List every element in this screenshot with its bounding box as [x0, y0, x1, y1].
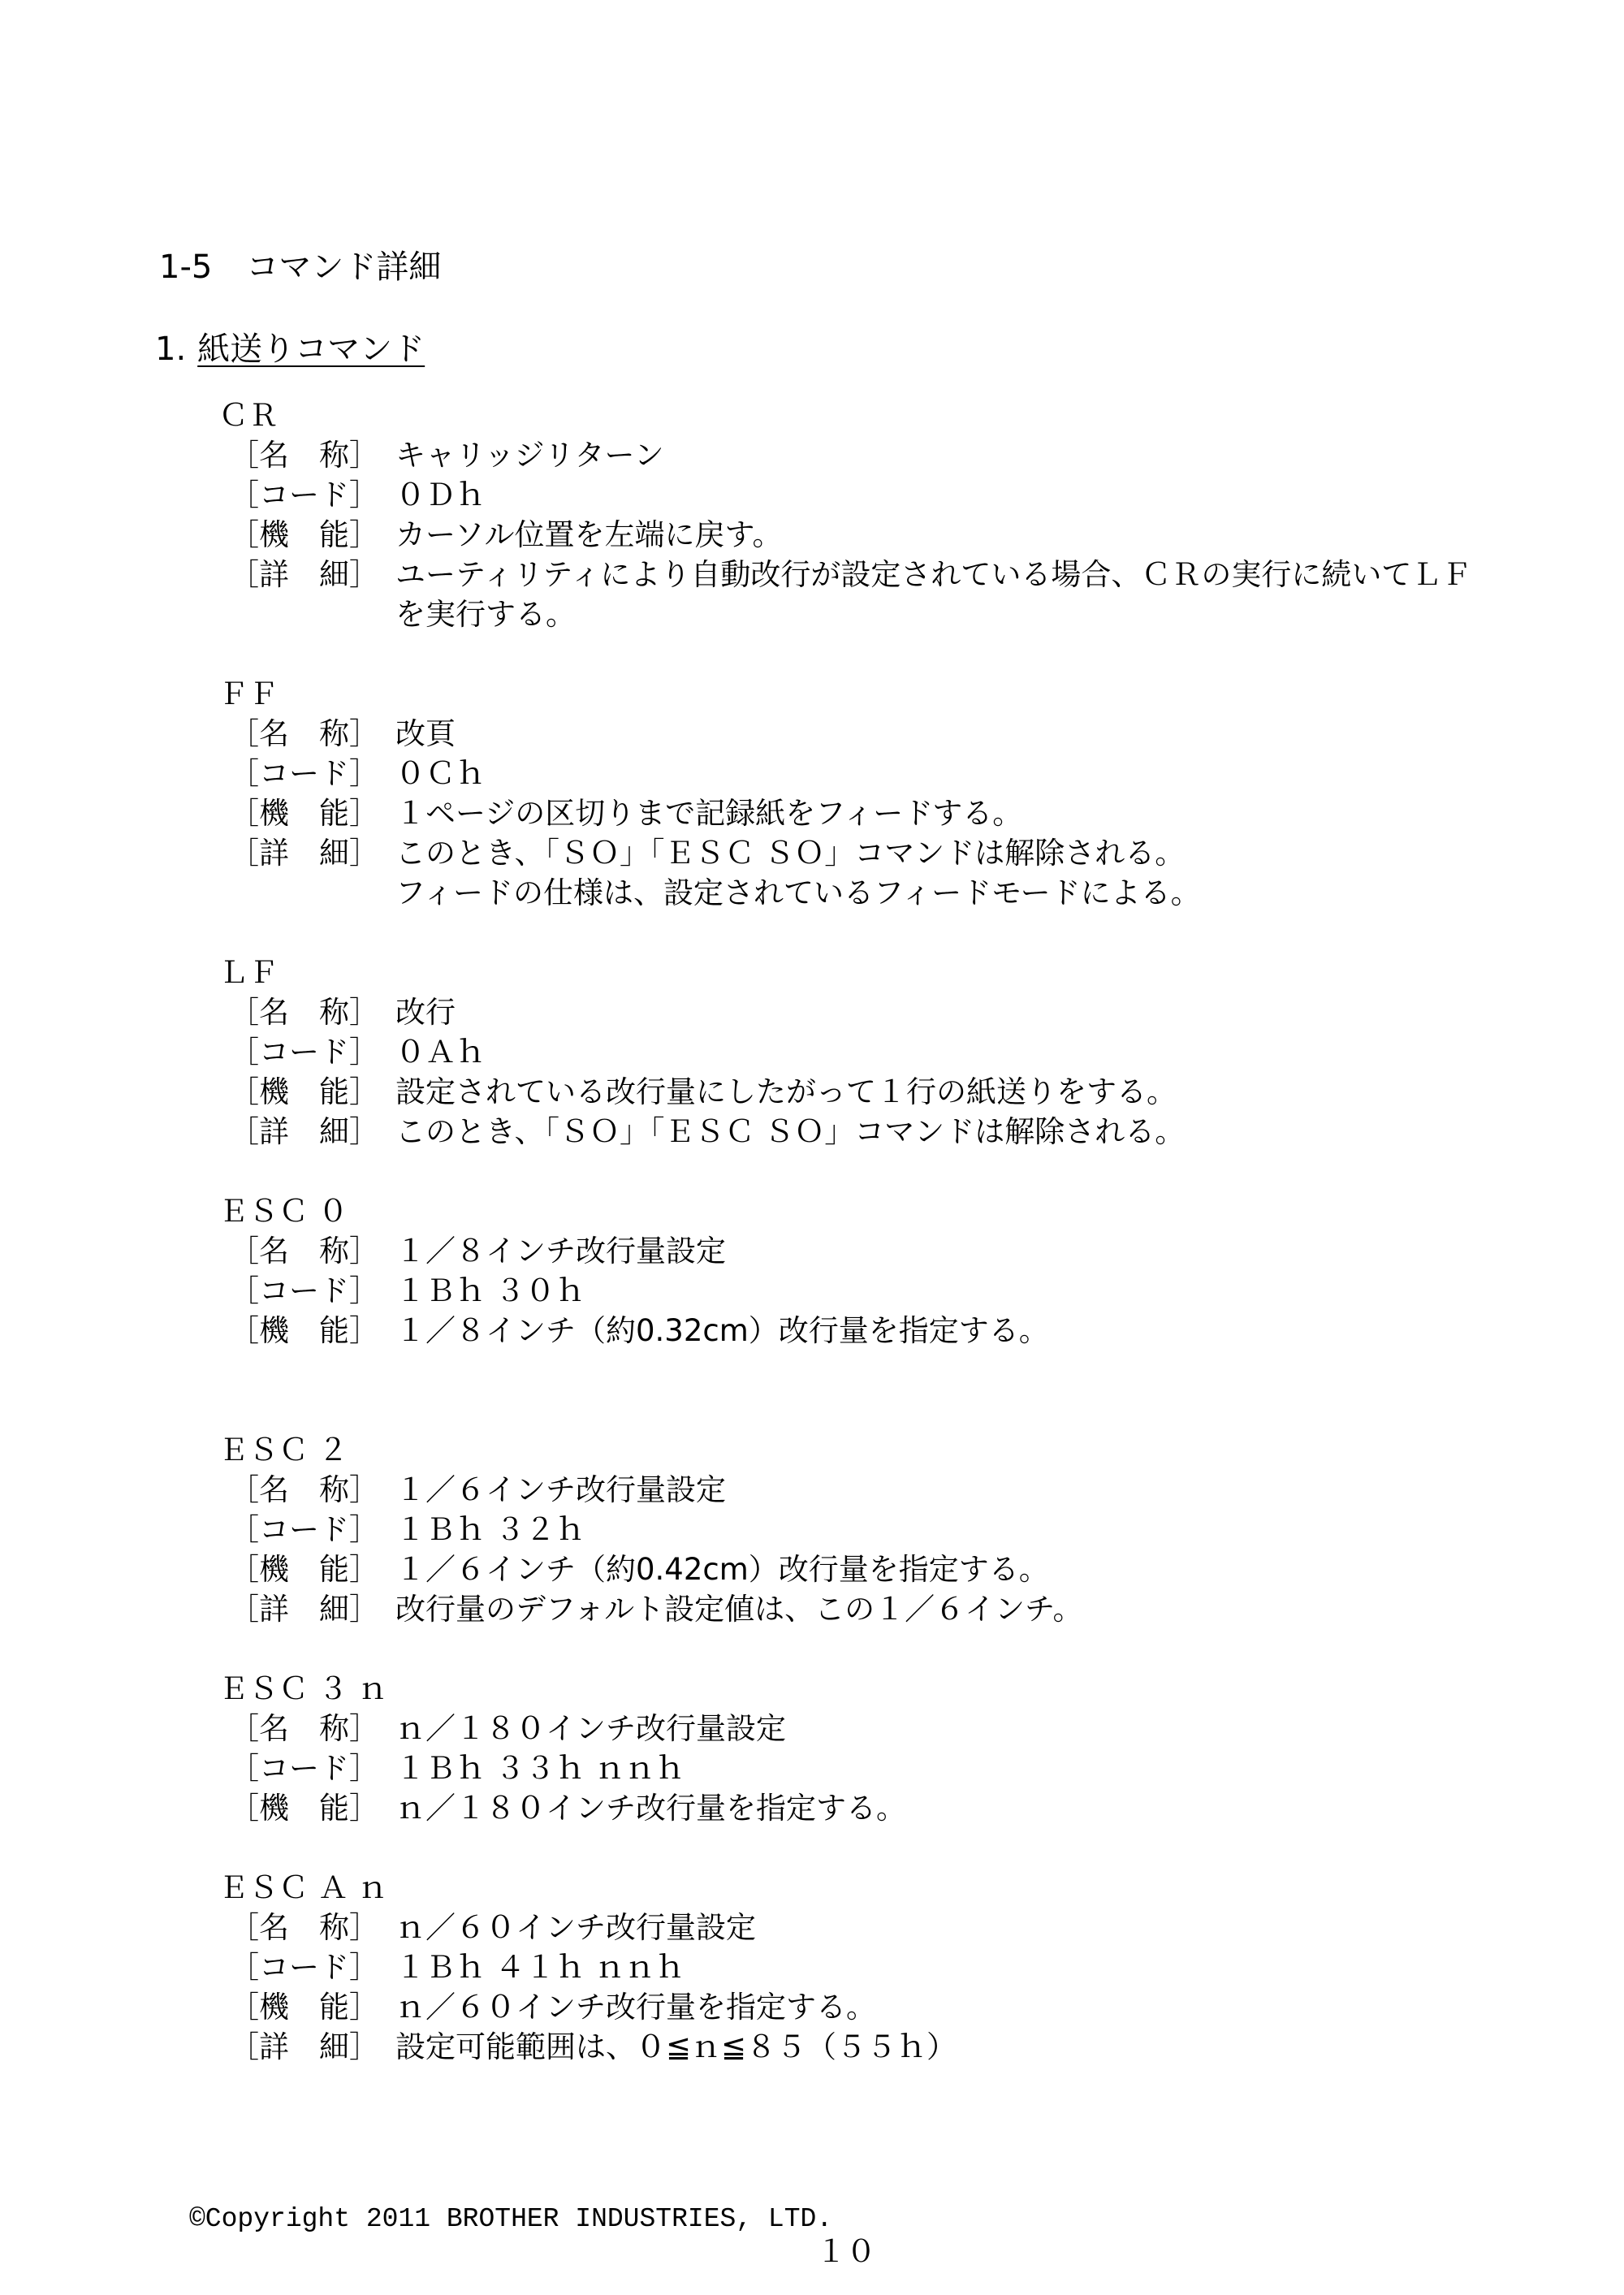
- spec-label: ［詳 細］: [229, 2029, 379, 2064]
- spec-row: [218, 1271, 1471, 1311]
- spec-label: ［名 称］: [229, 995, 379, 1030]
- spec-value: １／８インチ改行量設定: [395, 1234, 726, 1269]
- spec-value: このとき、「ＳＯ」「ＥＳＣ ＳＯ」コマンドは解除される。: [395, 1114, 1186, 1149]
- spec-label: ［名 称］: [229, 716, 379, 751]
- spec-label: ［詳 細］: [229, 1592, 379, 1627]
- spec-row: [218, 435, 1471, 475]
- spec-label: ［コード］: [229, 1751, 379, 1786]
- spec-row: [218, 1510, 1471, 1549]
- spec-value: カーソル位置を左端に戻す。: [395, 517, 783, 552]
- spec-value: このとき、「ＳＯ」「ＥＳＣ ＳＯ」コマンドは解除される。: [395, 836, 1186, 871]
- spec-value: １Ｂｈ ４１ｈ ｎｎｈ: [395, 1950, 685, 1985]
- command-block: [218, 395, 1471, 634]
- command-block: [218, 1430, 1471, 1629]
- spec-value: ｎ／６０インチ改行量を指定する。: [395, 1990, 876, 2025]
- command-name: ＥＳＣ ０: [218, 1194, 348, 1229]
- spec-row: [218, 1032, 1471, 1072]
- spec-label: ［コード］: [229, 756, 379, 791]
- copyright-notice: ©Copyright 2011 BROTHER INDUSTRIES, LTD.: [189, 2204, 833, 2234]
- spec-label: ［詳 細］: [229, 836, 379, 871]
- spec-value: 改行: [395, 995, 456, 1030]
- spec-value: ｎ／６０インチ改行量設定: [395, 1910, 756, 1945]
- spec-label: ［コード］: [229, 1512, 379, 1547]
- section-number: 1-5: [159, 249, 213, 286]
- spec-row: [218, 1908, 1471, 1947]
- spec-value: を実行する。: [395, 597, 576, 632]
- spec-value: 設定されている改行量にしたがって１行の紙送りをする。: [395, 1074, 1177, 1109]
- spec-label: ［機 能］: [229, 1552, 379, 1587]
- spec-row: [218, 1788, 1471, 1828]
- spec-row: [218, 1112, 1471, 1152]
- spec-value: フィードの仕様は、設定されているフィードモードによる。: [395, 875, 1201, 910]
- spec-label: ［詳 細］: [229, 557, 379, 592]
- spec-row: [218, 1947, 1471, 1987]
- spec-value: ０Ｄｈ: [395, 478, 486, 512]
- command-name: ＥＳＣ ３ ｎ: [218, 1671, 388, 1706]
- command-block: [218, 1868, 1471, 2067]
- spec-row: [218, 1072, 1471, 1112]
- spec-value: ０Ａｈ: [395, 1035, 486, 1070]
- spec-value: ｎ／１８０インチ改行量設定: [395, 1711, 786, 1746]
- spec-label: ［名 称］: [229, 1910, 379, 1945]
- command-name: ＣＲ: [218, 398, 279, 433]
- spec-label: ［機 能］: [229, 796, 379, 831]
- spec-label: ［機 能］: [229, 1990, 379, 2025]
- spec-label: ［機 能］: [229, 1313, 379, 1348]
- spec-label: ［コード］: [229, 1950, 379, 1985]
- spec-value: １Ｂｈ ３３ｈ ｎｎｈ: [395, 1751, 685, 1786]
- spec-value: ｎ／１８０インチ改行量を指定する。: [395, 1791, 906, 1826]
- spec-value: １ページの区切りまで記録紙をフィードする。: [395, 796, 1023, 831]
- subsection-heading: [155, 330, 425, 370]
- spec-value: キャリッジリターン: [395, 438, 664, 473]
- spec-row: [218, 793, 1471, 833]
- spec-row: [218, 1470, 1471, 1510]
- spec-value: ユーティリティにより自動改行が設定されている場合、ＣＲの実行に続いてＬＦ: [395, 557, 1472, 592]
- spec-value: １／６インチ（約0.42cm）改行量を指定する。: [395, 1552, 1049, 1587]
- spec-row: [218, 1231, 1471, 1271]
- spec-row: [218, 714, 1471, 754]
- command-name: ＬＦ: [218, 955, 279, 990]
- spec-label: ［機 能］: [229, 1074, 379, 1109]
- spec-label: ［機 能］: [229, 517, 379, 552]
- command-list: [218, 395, 1471, 2107]
- spec-label: ［詳 細］: [229, 1114, 379, 1149]
- section-heading: [159, 248, 441, 287]
- spec-value: １Ｂｈ ３０ｈ: [395, 1273, 585, 1308]
- spec-label: ［機 能］: [229, 1791, 379, 1826]
- subsection-number: 1.: [155, 331, 187, 368]
- spec-value: 設定可能範囲は、０≦ｎ≦８５（５５ｈ）: [395, 2029, 957, 2064]
- spec-row: [218, 515, 1471, 555]
- command-block: [218, 1669, 1471, 1828]
- spec-row: [218, 992, 1471, 1032]
- spec-row: [218, 1311, 1471, 1351]
- spec-value: １／６インチ改行量設定: [395, 1472, 726, 1507]
- spec-value: 改行量のデフォルト設定値は、この１／６インチ。: [395, 1592, 1083, 1627]
- spec-value: 改頁: [395, 716, 456, 751]
- spec-row: [218, 475, 1471, 515]
- spec-label: ［名 称］: [229, 1234, 379, 1269]
- spec-row: [218, 2027, 1471, 2067]
- spec-row: [218, 1987, 1471, 2027]
- spec-row: [218, 833, 1471, 873]
- spec-label: ［名 称］: [229, 438, 379, 473]
- spec-row: [218, 1589, 1471, 1629]
- spec-value: ０Ｃｈ: [395, 756, 486, 791]
- spec-label: ［名 称］: [229, 1711, 379, 1746]
- section-title: コマンド詳細: [246, 249, 442, 286]
- spec-row-continuation: [218, 594, 1471, 634]
- spec-row: [218, 1748, 1471, 1788]
- spec-row: [218, 555, 1471, 594]
- spec-value: １／８インチ（約0.32cm）改行量を指定する。: [395, 1313, 1049, 1348]
- spec-label: ［コード］: [229, 478, 379, 512]
- subsection-title: 紙送りコマンド: [197, 331, 425, 368]
- spec-row-continuation: [218, 873, 1471, 913]
- command-name: ＦＦ: [218, 676, 279, 711]
- spec-row: [218, 1549, 1471, 1589]
- spec-row: [218, 754, 1471, 793]
- spec-label: ［名 称］: [229, 1472, 379, 1507]
- spec-row: [218, 1709, 1471, 1748]
- command-block: [218, 674, 1471, 913]
- command-block: [218, 953, 1471, 1152]
- command-name: ＥＳＣ Ａ ｎ: [218, 1870, 388, 1905]
- command-block: [218, 1191, 1471, 1351]
- spec-label: ［コード］: [229, 1273, 379, 1308]
- spec-value: １Ｂｈ ３２ｈ: [395, 1512, 585, 1547]
- spec-label: ［コード］: [229, 1035, 379, 1070]
- command-name: ＥＳＣ ２: [218, 1433, 348, 1467]
- page-number: １０: [816, 2234, 876, 2269]
